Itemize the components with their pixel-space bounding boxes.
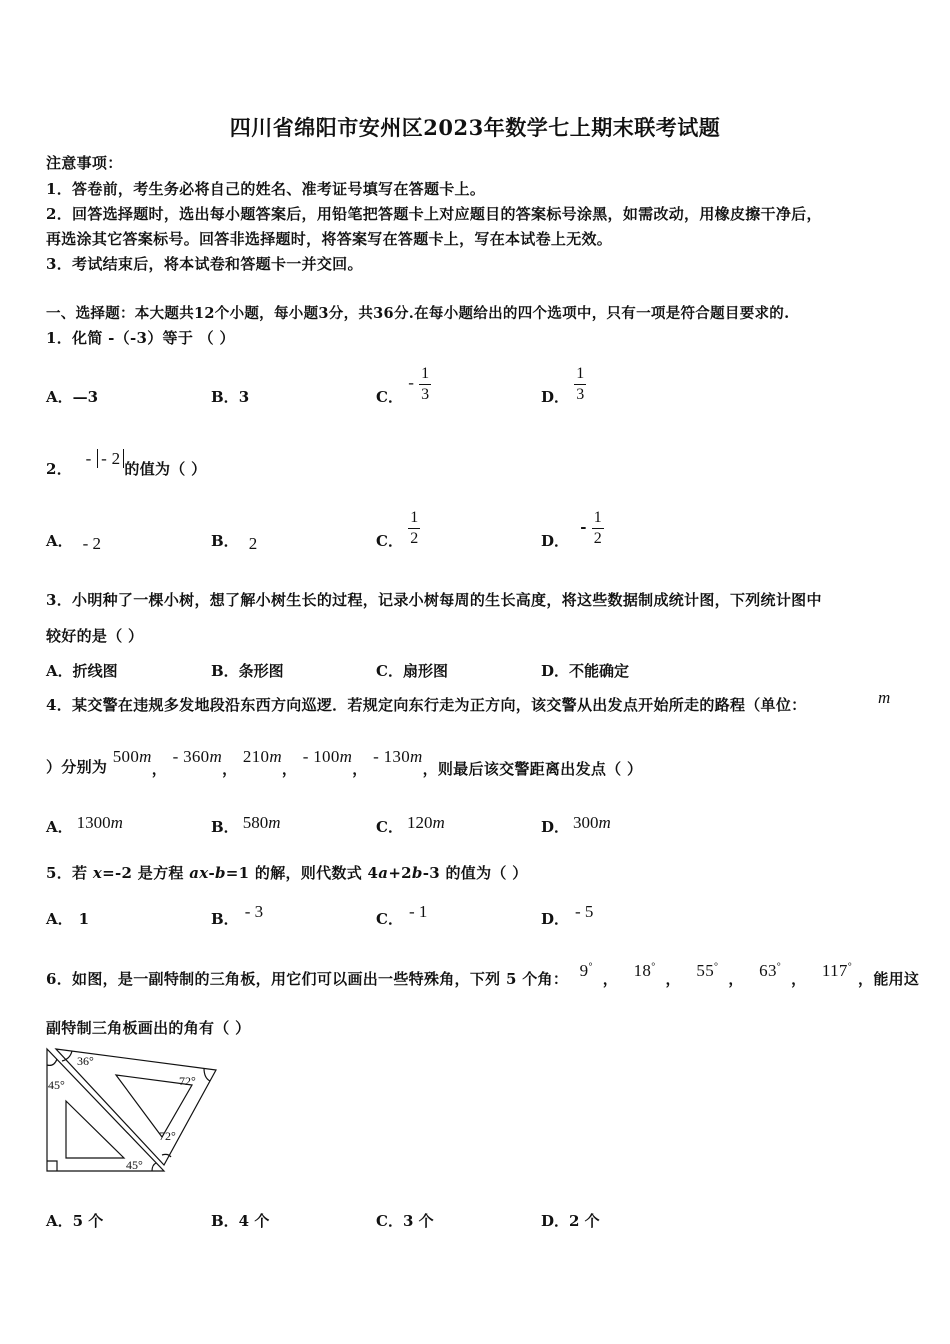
q2-stem [46, 449, 207, 479]
q6-option-a: A．5 个 [46, 1212, 104, 1230]
right-angle-mark [47, 1161, 57, 1171]
option-label: D． [541, 388, 570, 406]
option-label: B． [211, 818, 239, 836]
q3-option-b: B．条形图 [211, 662, 284, 680]
q4-line2-start: ）分别为 [46, 758, 108, 776]
triangle-set-figure [44, 1045, 224, 1175]
angle-5: 117° [821, 961, 853, 980]
option-label: C． [376, 910, 403, 928]
q4-value-3: 210m [242, 747, 282, 766]
q5-option-a [46, 908, 89, 929]
option-value: 120m [406, 813, 445, 832]
option-label: C． [376, 388, 403, 406]
q2-option-d [541, 507, 604, 561]
option-label: D． [541, 532, 570, 550]
q2-stem-tail: 的值为（ ） [124, 460, 207, 478]
q6-option-c: C．3 个 [376, 1212, 434, 1230]
fig-label-72-right: 72° [179, 1074, 196, 1088]
sep: ， [222, 760, 238, 778]
option-value: - 2 [82, 534, 102, 553]
q5-option-b [211, 895, 263, 929]
option-label: C． [376, 818, 403, 836]
option-label: A． [46, 388, 73, 406]
notice-item-3: 3．考试结束后，将本试卷和答题卡一并交回。 [46, 255, 363, 273]
var-b: b [411, 864, 423, 882]
q6-stem-line1: 6．如图，是一副特制的三角板，用它们可以画出一些特殊角，下列 5 个角： 9°， 18°， 55°， 63°， 117°，能用这 [46, 961, 920, 988]
numerator: 1 [408, 510, 420, 529]
option-label: A． [46, 910, 73, 928]
option-label: A． [46, 532, 73, 550]
notice-item-1: 1．答卷前，考生务必将自己的姓名、准考证号填写在答题卡上。 [46, 180, 486, 198]
q4-value-1: 500m [112, 747, 152, 766]
denominator: 2 [593, 529, 602, 547]
q4-option-b [211, 802, 280, 837]
section-heading: 一、选择题：本大题共12个小题，每小题3分，共36分.在每小题给出的四个选项中，只有一项是符合题目要求的. [46, 305, 790, 322]
var-ax: ax [189, 864, 209, 882]
arc-36 [62, 1051, 72, 1061]
q4-value-5: - 130m [373, 747, 423, 766]
q5-option-c [376, 895, 427, 929]
option-label: C． [376, 532, 403, 550]
numerator: 1 [592, 510, 604, 529]
option-label: D． [541, 910, 570, 928]
q1-d-fraction [574, 366, 586, 403]
option-value: - 5 [575, 902, 594, 921]
fig-label-45-bottom: 45° [126, 1158, 143, 1172]
option-label: B． [211, 388, 239, 406]
numerator: 1 [574, 366, 586, 385]
inner-45-triangle [66, 1101, 124, 1158]
q2-option-c [376, 507, 420, 561]
q3-option-c: C．扇形图 [376, 662, 448, 680]
q6-stem-line2: 副特制三角板画出的角有（ ） [46, 1019, 251, 1037]
q3-option-d: D．不能确定 [541, 662, 630, 680]
q5-text-1: 5．若 [46, 864, 93, 882]
angle-2: 18° [633, 961, 656, 980]
q6-option-d: D．2 个 [541, 1212, 600, 1230]
q4-value-4: - 100m [302, 747, 353, 766]
option-label: B． [211, 532, 239, 550]
option-value: 1 [78, 910, 90, 928]
var-a: a [378, 864, 389, 882]
notice-heading: 注意事项： [46, 154, 123, 172]
angle-1: 9° [579, 961, 593, 980]
q4-option-d [541, 802, 611, 837]
q6-line1-end: ，能用这 [858, 970, 920, 988]
angle-3: 55° [696, 961, 719, 980]
numerator: 1 [419, 366, 431, 385]
notice-item-2: 2．回答选择题时，选出每小题答案后，用铅笔把答题卡上对应题目的答案标号涂黑，如需改动，用橡皮擦干净后， [46, 205, 822, 223]
option-value: —3 [72, 388, 99, 406]
option-value: - 1 [408, 902, 428, 921]
q1-stem: 1．化简 -（-3）等于 （ ） [46, 329, 235, 347]
q1-option-b [211, 386, 249, 407]
fig-label-45-left: 45° [48, 1078, 65, 1092]
q5-text-6: -3 的值为（ ） [422, 864, 528, 882]
q5-text-5: +2 [388, 864, 412, 882]
q3-stem-line2: 较好的是（ ） [46, 627, 144, 645]
q3-stem-line1: 3．小明种了一棵小树，想了解小树生长的过程，记录小树每周的生长高度，将这些数据制成统计图，下列统计图中 [46, 591, 822, 609]
option-value: 1300m [76, 813, 123, 832]
q3-option-a: A．折线图 [46, 662, 118, 680]
arc-72-right [204, 1068, 210, 1081]
option-value: 580m [242, 813, 281, 832]
c-sign: - [408, 373, 414, 392]
q5-text-2: =-2 是方程 [102, 864, 190, 882]
q2-number: 2． [46, 460, 73, 478]
q4-option-a [46, 802, 123, 837]
denominator: 2 [410, 529, 419, 547]
q4-line2-end: ，则最后该交警距离出发点（ ） [422, 760, 643, 778]
arc-45-bottom [152, 1163, 156, 1171]
arc-45-top [47, 1059, 57, 1065]
q5-text-3: - [208, 864, 215, 882]
q2-d-fraction [592, 510, 604, 547]
q5-option-d [541, 895, 593, 929]
sep: ， [151, 760, 168, 778]
q4-unit: m [878, 688, 891, 707]
denominator: 3 [421, 385, 430, 403]
q2-abs-expr: - 2 [97, 449, 124, 468]
page-title: 四川省绵阳市安州区2023年数学七上期末联考试题 [229, 115, 721, 140]
option-value: - 3 [244, 902, 264, 921]
option-value: 2 [248, 534, 258, 553]
q1-option-c [376, 364, 431, 417]
q5-stem [46, 862, 528, 883]
option-value: 300m [573, 813, 611, 832]
q4-stem-line1: 4．某交警在违规多发地段沿东西方向巡逻．若规定向东行走为正方向，该交警从出发点开始所走的路程（单位： [46, 696, 807, 714]
q4-value-2: - 360m [172, 747, 223, 766]
q1-c-fraction [419, 366, 431, 403]
notice-item-2-cont: 再选涂其它答案标号。回答非选择题时，将答案写在答题卡上，写在本试卷上无效。 [46, 230, 613, 248]
fig-label-72-bottom: 72° [159, 1129, 176, 1143]
outer-45-triangle [47, 1049, 164, 1171]
sep: ， [281, 760, 298, 778]
q2-expr-sign: - [85, 449, 92, 468]
var-x: x [92, 864, 103, 882]
q2-option-a [46, 530, 101, 551]
denominator: 3 [576, 385, 585, 403]
q1-option-a [46, 386, 98, 407]
q2-c-fraction [408, 510, 420, 547]
d-sign: - [580, 518, 587, 536]
q6-option-b: B．4 个 [211, 1212, 270, 1230]
q4-stem-line2 [46, 744, 642, 777]
q2-option-b [211, 530, 257, 551]
q1-option-d [541, 364, 586, 417]
option-label: A． [46, 818, 73, 836]
option-value: 3 [238, 388, 250, 406]
fig-label-36: 36° [77, 1054, 94, 1068]
q6-line1: 6．如图，是一副特制的三角板，用它们可以画出一些特殊角，下列 5 个角： [46, 970, 569, 988]
q5-text-4: =1 的解，则代数式 4 [225, 864, 379, 882]
sep: ， [352, 760, 368, 778]
option-label: B． [211, 910, 239, 928]
angle-4: 63° [759, 961, 782, 980]
option-label: D． [541, 818, 570, 836]
q4-option-c [376, 802, 445, 837]
var-b: b [214, 864, 226, 882]
